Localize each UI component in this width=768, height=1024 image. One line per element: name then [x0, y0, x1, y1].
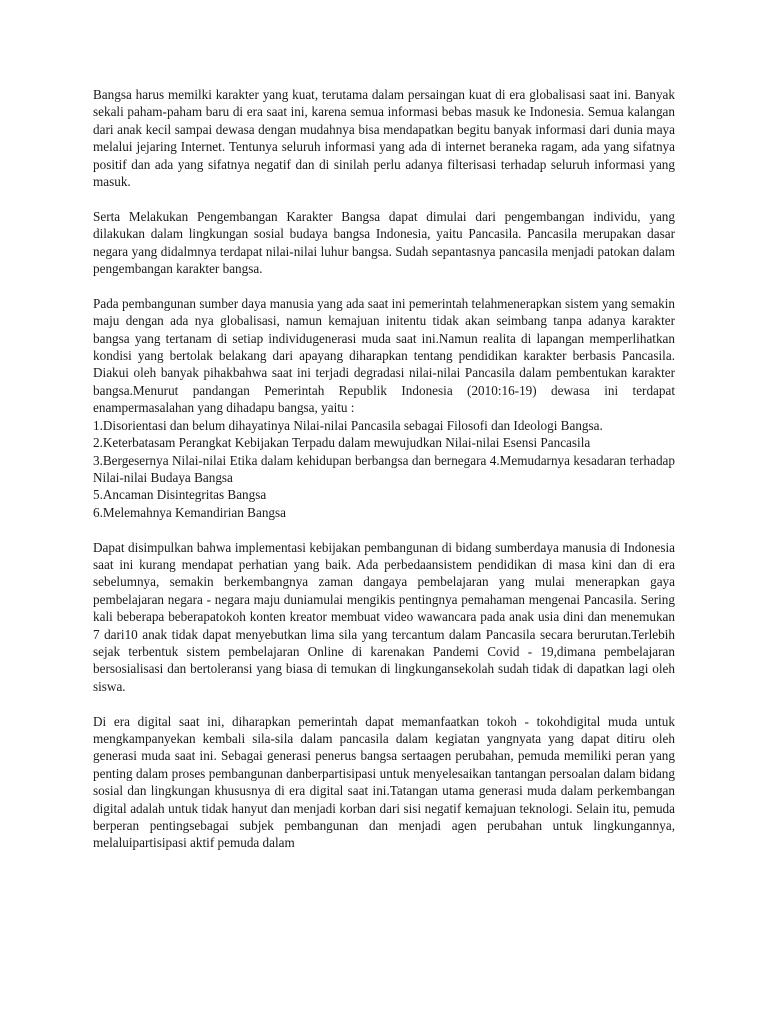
paragraph-3: Pada pembangunan sumber daya manusia yang ada saat ini pemerintah telahmenerapkan sistem yang semakin maju dengan ada nya globalisasi, namun kemajuan initentu tidak akan seimbang tanpa adanya karakter bangsa yang tertanam di setiap individugenerasi muda saat ini.Namun realita di lapangan memperlihatkan kondisi yang bertolak belakang dari apayang diharapkan tentang pendidikan karakter berbasis Pancasila. Diakui oleh banyak pihakbahwa saat ini terjadi degradasi nilai-nilai Pancasila dalam pembentukan karakter bangsa.Menurut pandangan Pemerintah Republik Indonesia (2010:16-19) dewasa ini terdapat enampermasalahan yang dihadapu bangsa, yaitu : — [93, 295, 675, 416]
paragraph-1: Bangsa harus memilki karakter yang kuat, terutama dalam persaingan kuat di era globalisasi saat ini. Banyak sekali paham-paham baru di era saat ini, karena semua informasi bebas masuk ke Indonesia. Semua kalangan dari anak kecil sampai dewasa dengan mudahnya bisa mendapatkan begitu banyak informasi dari dunia maya melalui jejaring Internet. Tentunya seluruh informasi yang ada di internet beraneka ragam, ada yang sifatnya positif dan ada yang sifatnya negatif dan di sinilah perlu adanya filterisasi terhadap seluruh informasi yang masuk. — [93, 87, 675, 190]
list-item: 2.Keterbatasam Perangkat Kebijakan Terpadu dalam mewujudkan Nilai-nilai Esensi Pancasila — [93, 435, 591, 451]
list-item: 5.Ancaman Disintegritas Bangsa — [93, 487, 267, 503]
paragraph-4: Dapat disimpulkan bahwa implementasi kebijakan pembangunan di bidang sumberdaya manusia di Indonesia saat ini kurang mendapat perhatian yang baik. Ada perbedaansistem pendidikan di masa kini dan di era sebelumnya, semakin berkembangnya zaman dangaya pembelajaran yang mulai menerapkan gaya pembelajaran negara - negara maju duniamulai mengikis pentingnya pemahaman mengenai Pancasila. Sering kali beberapa beberapatokoh konten kreator membuat video wawancara pada anak usia dini dan menemukan 7 dari10 anak tidak dapat menyebutkan lima sila yang tercantum dalam Pancasila secara berurutan.Terlebih sejak terbentuk sistem pembelajaran Online di karenakan Pandemi Covid - 19,dimana pembelajaran bersosialisasi dan bertoleransi yang biasa di temukan di lingkungansekolah sudah tidak di dapatkan lagi oleh siswa. — [93, 539, 675, 694]
document-page — [93, 86, 675, 852]
paragraph-2: Serta Melakukan Pengembangan Karakter Bangsa dapat dimulai dari pengembangan individu, yang dilakukan dalam lingkungan sosial budaya bangsa Indonesia, yaitu Pancasila. Pancasila merupakan dasar negara yang didalmnya terdapat nilai-nilai luhur bangsa. Sudah sepantasnya pancasila menjadi patokan dalam pengembangan karakter bangsa. — [93, 208, 675, 277]
paragraph-5: Di era digital saat ini, diharapkan pemerintah dapat memanfaatkan tokoh - tokohdigital muda untuk mengkampanyekan kembali sila-sila dalam pancasila dalam kegiatan yangnyata yang dapat ditiru oleh generasi muda saat ini. Sebagai generasi penerus bangsa sertaagen perubahan, pemuda memiliki peran yang penting dalam proses pembangunan danberpartisipasi untuk menyelesaikan tantangan persoalan dalam bidang sosial dan lingkungan khususnya di era digital saat ini.Tatangan utama generasi muda dalam perkembangan digital adalah untuk tidak hanyut dan menjadi korban dari sisi negatif kemajuan teknologi. Selain itu, pemuda berperan pentingsebagai subjek pembangunan dan menjadi agen perubahan untuk lingkungannya, melaluipartisipasi aktif pemuda dalam — [93, 713, 675, 851]
list-item: 3.Bergesernya Nilai-nilai Etika dalam kehidupan berbangsa dan bernegara 4.Memudarnya kesadaran terhadap Nilai-nilai Budaya Bangsa — [93, 452, 675, 485]
list-item: 6.Melemahnya Kemandirian Bangsa — [93, 504, 286, 520]
problem-list — [93, 417, 675, 521]
list-item: 1.Disorientasi dan belum dihayatinya Nilai-nilai Pancasila sebagai Filosofi dan Ideologi Bangsa. — [93, 417, 603, 433]
